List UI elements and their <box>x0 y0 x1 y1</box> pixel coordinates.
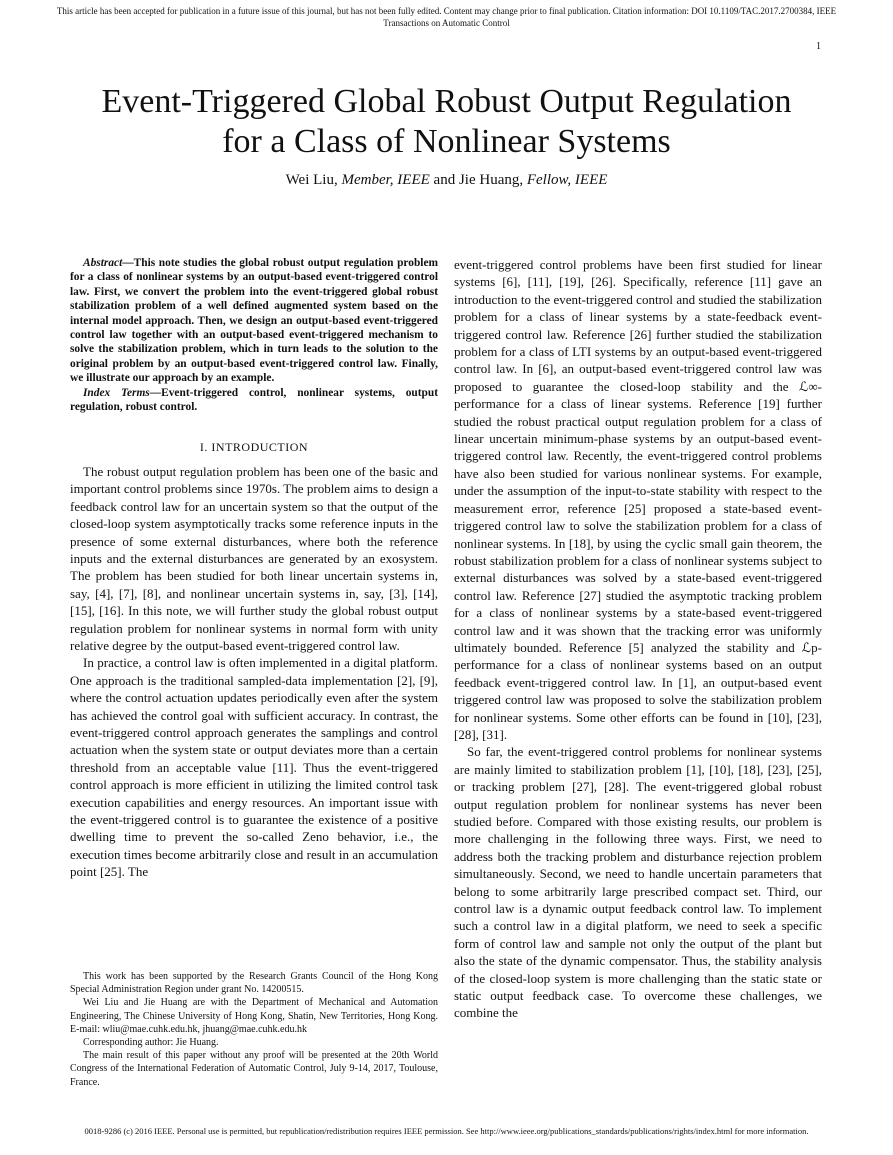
author-conjunction: and <box>433 172 456 188</box>
footnotes <box>70 970 438 1089</box>
footnote-conference: The main result of this paper without any proof will be presented at the 20th World Congress of the International Federation of Automatic Control, July 9-14, 2017, Toulouse, France. <box>70 1050 438 1088</box>
title-line-1: Event-Triggered Global Robust Output Regulation <box>101 83 792 120</box>
author-2-role: Fellow, IEEE <box>526 172 608 188</box>
index-terms-text: —Event-triggered control, nonlinear systems, output regulation, robust control. <box>70 386 438 414</box>
author-list <box>40 172 853 189</box>
right-column <box>454 256 822 1022</box>
abstract <box>70 256 438 386</box>
footnote-affiliation: Wei Liu and Jie Huang are with the Department of Mechanical and Automation Engineering, The Chinese University of Hong Kong, Shatin, New Territories, Hong Kong. E-mail: wliu@mae.cuhk.edu.hk, jhuang@mae.cuhk.edu.hk <box>70 997 438 1035</box>
title-line-2: for a Class of Nonlinear Systems <box>222 123 671 160</box>
paper-title <box>40 82 853 162</box>
author-2: Jie Huang, <box>458 172 524 188</box>
intro-paragraph-3: event-triggered control problems have been first studied for linear systems [6], [11], [19], [26]. Specifically, reference [11] gave an introduction to the event-triggered control and studied the stabilization problem for a class of linear systems by a state-feedback event-triggered control law. Reference [26] further studied the stabilization problem for a class of LTI systems by an output-based event-triggered control law. In [6], an output-based event-triggered control law was proposed to guarantee the closed-loop stability and the ℒ∞-performance for a class of linear systems. Reference [19] further studied the robust practical output regulation problem for a class of linear uncertain minimum-phase systems by an output-based event-triggered control law. Recently, the event-triggered control problems have also been studied for various nonlinear systems. For example, under the assumption of the input-to-state stability with respect to the measurement error, reference [25] proposed a state-based event-triggered control law to solve the stabilization problem for a class of nonlinear systems. In [18], by using the cyclic small gain theorem, the robust stabilization problem for a class of nonlinear systems subject to external disturbances was solved by a state-based event-triggered control law. Reference [27] studied the asymptotic tracking problem for a class of nonlinear systems by a state-based event-triggered control law and it was shown that the tracking error was uniformly ultimately bounded. Reference [5] analyzed the stability and ℒp-performance for a class of nonlinear systems based on an output feedback event-triggered control law. In [1], an output-based event triggered control law was proposed to solve the stabilization problem for nonlinear systems. Some other efforts can be found in [10], [23], [28], [31]. <box>454 257 822 742</box>
notice-line-2: Transactions on Automatic Control <box>383 18 510 28</box>
section-heading-introduction: I. INTRODUCTION <box>199 440 309 455</box>
page-number: 1 <box>816 41 821 52</box>
footnote-funding: This work has been supported by the Research Grants Council of the Hong Kong Special Administration Region under grant No. 14200515. <box>70 971 438 996</box>
abstract-label: Abstract <box>83 257 123 269</box>
index-terms-label: Index Terms <box>83 386 150 399</box>
author-1-role: Member, IEEE <box>341 172 430 188</box>
abstract-text: —This note studies the global robust output regulation problem for a class of nonlinear systems by an output-based event-triggered control law. First, we convert the problem into the event-triggered global robust stabilization problem of a well defined augmented system based on the internal model approach. Then, we design an output-based event-triggered control law together with an output-based event-triggered mechanism to solve the stabilization problem, which in turn leads to the solution to the original problem by an output-based event-triggered control law. Finally, we illustrate our approach by an example. <box>70 257 438 385</box>
copyright-footer: 0018-9286 (c) 2016 IEEE. Personal use is permitted, but republication/redistribution requires IEEE permission. See http://www.ieee.org/publications_standards/publications/rights/index.html for more information. <box>84 1126 809 1136</box>
author-1: Wei Liu, <box>285 172 338 188</box>
index-terms <box>70 386 438 415</box>
intro-paragraph-4: So far, the event-triggered control problems for nonlinear systems are mainly limited to stabilization problem [1], [10], [18], [23], [25], or tracking problem [27], [28]. The event-triggered global robust output regulation problem for nonlinear systems has never been studied before. Compared with those existing results, our problem is more challenging in the following three ways. First, we need to address both the tracking problem and disturbance rejection problem simultaneously. Second, we need to handle uncertain parameters that belong to some arbitrarily large prescribed compact set. Third, our control law is a dynamic output feedback control law. To implement such a control law in a digital platform, we need to seek a specific form of control law and sample not only the output of the plant but also the state of the dynamic compensator. Thus, the stability analysis of the closed-loop system is more challenging than the static state or static output feedback case. To overcome these challenges, we combine the <box>454 744 822 1021</box>
publication-notice <box>20 5 873 29</box>
left-column <box>70 256 438 881</box>
notice-line-1: This article has been accepted for publication in a future issue of this journal, but has not been fully edited. Content may change prior to final publication. Citation information: DOI 10.1109/TAC.2017.2700384, IEEE <box>56 6 837 16</box>
intro-paragraph-2: In practice, a control law is often implemented in a digital platform. One approach is the traditional sampled-data implementation [2], [9], where the control actuation updates periodically even after the system has achieved the control goal with sufficient accuracy. In contrast, the event-triggered control approach generates the samplings and control actuation when the system state or output deviates more than a certain threshold from an acceptable value [11]. Thus the event-triggered control approach is more efficient in utilizing the limited control task execution capabilities and energy resources. An important issue with the event-triggered control is to guarantee the existence of a positive dwelling time to prevent the so-called Zeno behavior, i.e., the execution times become arbitrarily close and result in an accumulation point [25]. The <box>70 655 438 880</box>
intro-paragraph-1: The robust output regulation problem has been one of the basic and important control problems since 1970s. The problem aims to design a feedback control law for an uncertain system so that the output of the closed-loop system asymptotically tracks some reference inputs in the presence of some external disturbances, where both the reference inputs and the external disturbances are generated by an exosystem. The problem has been studied for both linear uncertain systems in, say, [4], [7], [8], and nonlinear uncertain systems in, say, [3], [14], [15], [16]. In this note, we will further study the global robust output regulation problem for nonlinear systems in normal form with unity relative degree by the output-based event-triggered control law. <box>70 463 438 653</box>
footnote-corresponding: Corresponding author: Jie Huang. <box>83 1037 219 1049</box>
